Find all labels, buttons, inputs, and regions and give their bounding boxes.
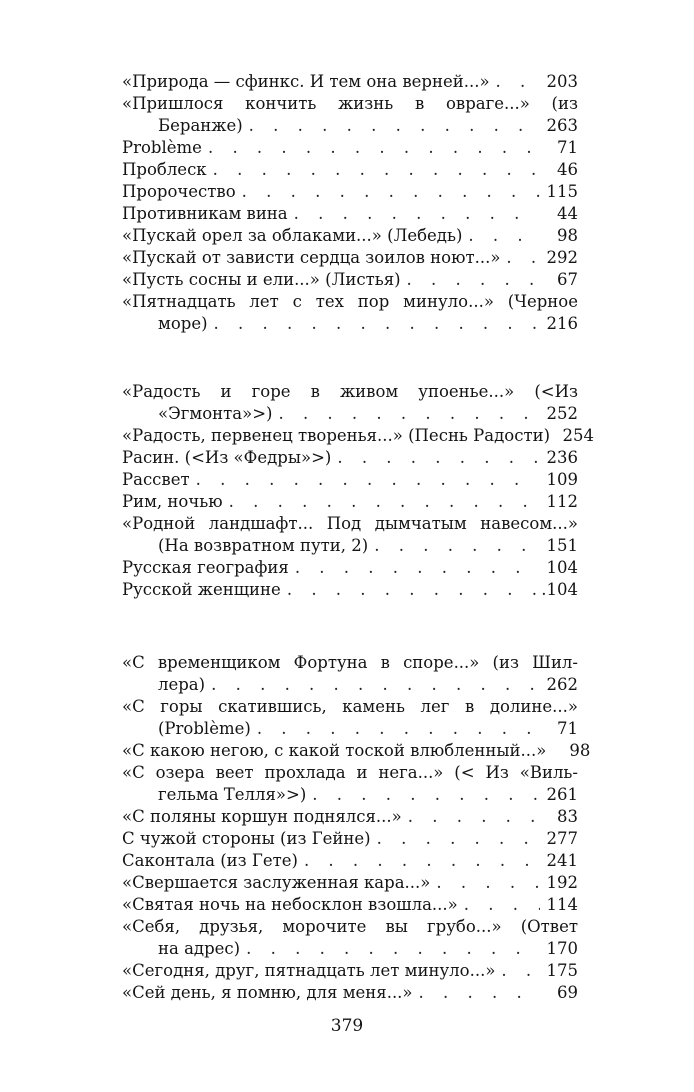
entry-continuation-line (122, 938, 578, 960)
entry-title: Беранже) (158, 116, 243, 135)
entry-title-line (122, 513, 578, 535)
dot-leader (408, 806, 540, 828)
entry-title-line (122, 828, 578, 850)
entry-page-number: 170 (546, 939, 578, 958)
index-entry (122, 916, 578, 960)
entry-page-number: 216 (546, 314, 578, 333)
entry-title: «Пусть сосны и ели...» (Листья) (122, 270, 401, 289)
dot-leader (278, 403, 540, 425)
entry-title-line (122, 159, 578, 181)
entry-title: «С временщиком Фортуна в споре...» (из Шил- (122, 653, 578, 672)
dot-leader (377, 828, 540, 850)
entry-title: (На возвратном пути, 2) (158, 536, 369, 555)
entry-title-line (122, 381, 578, 403)
entry-continuation-line (122, 784, 578, 806)
entry-title: «Свершается заслуженная кара...» (122, 873, 431, 892)
entry-title-line (122, 740, 591, 762)
index-entry (122, 93, 578, 137)
dot-leader (242, 181, 540, 203)
entry-title: «Пятнадцать лет с тех пор минуло...» (Черное (122, 292, 578, 311)
dot-leader (213, 159, 540, 181)
entry-page-number: 261 (546, 785, 578, 804)
index-entry (122, 291, 578, 335)
entry-title-line (122, 447, 578, 469)
index-entry (122, 762, 578, 806)
entry-title-line (122, 850, 578, 872)
entry-page-number: 262 (546, 675, 578, 694)
index-entry (122, 425, 595, 447)
entry-title: «Святая ночь на небосклон взошла...» (122, 895, 458, 914)
entry-title-line (122, 652, 578, 674)
entry-title-line (122, 425, 595, 447)
entry-title: Пророчество (122, 182, 236, 201)
dot-leader (419, 982, 540, 1004)
entry-title: С чужой стороны (из Гейне) (122, 829, 371, 848)
entry-page-number: 71 (557, 719, 578, 738)
index-entry (122, 557, 578, 579)
index-entry (122, 894, 578, 916)
entry-title: Русская география (122, 558, 289, 577)
entry-title-line (122, 181, 578, 203)
index-entry (122, 652, 578, 696)
entry-title-line (122, 982, 578, 1004)
index-entry (122, 850, 578, 872)
entry-title: (Problème) (158, 719, 251, 738)
entry-title: «Пускай от зависти сердца зоилов ноют...» (122, 248, 501, 267)
entry-page-number: 114 (546, 895, 578, 914)
index-entry (122, 982, 578, 1004)
dot-leader (407, 269, 540, 291)
entry-title: «Пускай орел за облаками...» (Лебедь) (122, 226, 463, 245)
entry-title: Саконтала (из Гете) (122, 851, 298, 870)
entry-page-number: 236 (546, 448, 578, 467)
entry-title: «С поляны коршун поднялся...» (122, 807, 402, 826)
entry-title: Проблеск (122, 160, 207, 179)
entry-title-line (122, 247, 578, 269)
dot-leader (312, 784, 540, 806)
entry-title: «С какою негою, с какой тоской влюбленный...» (122, 741, 547, 760)
entry-title: на адрес) (158, 939, 241, 958)
entry-page-number: 98 (557, 226, 578, 245)
dot-leader (496, 71, 540, 93)
entry-continuation-line (122, 115, 578, 137)
index-entry (122, 181, 578, 203)
entry-continuation-line (122, 718, 578, 740)
dot-leader (468, 225, 540, 247)
index-entry (122, 960, 578, 982)
entry-page-number: 69 (557, 983, 578, 1002)
entry-page-number: 192 (546, 873, 578, 892)
entry-page-number: 115 (546, 182, 578, 201)
entry-page-number: 292 (546, 248, 578, 267)
entry-title-line (122, 696, 578, 718)
dot-leader (464, 894, 540, 916)
dot-leader (374, 535, 540, 557)
entry-page-number: 104 (546, 558, 578, 577)
entry-title-line (122, 469, 578, 491)
entry-title: Русской женщине (122, 580, 281, 599)
entry-title: «Радость, первенец творенья...» (Песнь Радости) (122, 426, 551, 445)
entry-page-number: 112 (546, 492, 578, 511)
entry-page-number: 241 (546, 851, 578, 870)
dot-leader (501, 960, 540, 982)
entry-title-line (122, 806, 578, 828)
entry-title-line (122, 557, 578, 579)
index-entry (122, 137, 578, 159)
entry-title: Problème (122, 138, 202, 157)
index-entry (122, 71, 578, 93)
dot-leader (229, 491, 540, 513)
page-number: 379 (330, 1016, 364, 1036)
entry-title-line (122, 137, 578, 159)
entry-page-number: 254 (562, 426, 595, 445)
index-entry (122, 828, 578, 850)
entry-title: «С горы скатившись, камень лег в долине...» (122, 697, 578, 716)
index-group-s (122, 652, 591, 1004)
entry-title-line (122, 960, 578, 982)
entry-title-line (122, 225, 578, 247)
entry-title: «Радость и горе в живом упоенье...» (<Из (122, 382, 578, 401)
index-entry (122, 447, 578, 469)
index-entry (122, 872, 578, 894)
index-entry (122, 740, 591, 762)
entry-page-number: 277 (546, 829, 578, 848)
entry-continuation-line (122, 403, 578, 425)
index-entry (122, 247, 578, 269)
entry-title: Рассвет (122, 470, 190, 489)
entry-page-number: 44 (557, 204, 578, 223)
index-entry (122, 579, 578, 601)
entry-page-number: 71 (557, 138, 578, 157)
entry-title-line (122, 93, 578, 115)
entry-title-line (122, 579, 578, 601)
entry-title-line (122, 894, 578, 916)
entry-page-number: 109 (546, 470, 578, 489)
entry-title: «Природа — сфинкс. И тем она верней...» (122, 72, 490, 91)
index-entry (122, 491, 578, 513)
entry-page-number: 67 (557, 270, 578, 289)
entry-page-number: 151 (546, 536, 578, 555)
entry-page-number: 98 (569, 741, 591, 760)
entry-title-line (122, 203, 578, 225)
dot-leader (304, 850, 540, 872)
dot-leader (246, 938, 540, 960)
entry-title: лера) (158, 675, 206, 694)
index-group-p (122, 71, 578, 335)
index-entry (122, 269, 578, 291)
entry-page-number: 263 (546, 116, 578, 135)
entry-title: «С озера веет прохлада и нега...» (< Из «Виль- (122, 763, 578, 782)
entry-title: Расин. (<Из «Федры»>) (122, 448, 332, 467)
entry-title-line (122, 291, 578, 313)
entry-title-line (122, 762, 578, 784)
entry-title: «Сей день, я помню, для меня...» (122, 983, 413, 1002)
entry-title: море) (158, 314, 208, 333)
dot-leader (208, 137, 540, 159)
entry-page-number: 203 (546, 72, 578, 91)
entry-title-line (122, 872, 578, 894)
entry-page-number: 252 (546, 404, 578, 423)
entry-title: «Себя, друзья, морочите вы грубо...» (Ответ (122, 917, 578, 936)
dot-leader (337, 447, 540, 469)
dot-leader (287, 579, 537, 601)
index-entry (122, 381, 578, 425)
index-group-r (122, 381, 595, 601)
entry-title-line (122, 916, 578, 938)
dot-leader (196, 469, 540, 491)
entry-title-line (122, 269, 578, 291)
dot-leader (436, 872, 540, 894)
index-entry (122, 696, 578, 740)
entry-title-line (122, 71, 578, 93)
dot-leader (214, 313, 540, 335)
index-entry (122, 469, 578, 491)
entry-title: Противникам вина (122, 204, 288, 223)
index-entry (122, 806, 578, 828)
dot-leader (294, 203, 540, 225)
index-entry (122, 159, 578, 181)
entry-title: «Сегодня, друг, пятнадцать лет минуло...» (122, 961, 496, 980)
dot-leader (506, 247, 540, 269)
index-entry (122, 513, 578, 557)
dot-leader (295, 557, 540, 579)
index-entry (122, 203, 578, 225)
entry-title: гельма Телля»>) (158, 785, 307, 804)
entry-title: «Родной ландшафт... Под дымчатым навесом...» (122, 514, 578, 533)
dot-leader (249, 115, 540, 137)
entry-page-number: 83 (557, 807, 578, 826)
entry-page-number: .104 (541, 580, 578, 599)
dot-leader (211, 674, 540, 696)
entry-title: «Эгмонта»>) (158, 404, 273, 423)
entry-continuation-line (122, 313, 578, 335)
entry-continuation-line (122, 674, 578, 696)
entry-page-number: 175 (546, 961, 578, 980)
entry-title: Рим, ночью (122, 492, 223, 511)
index-entry (122, 225, 578, 247)
entry-page-number: 46 (557, 160, 578, 179)
dot-leader (257, 718, 540, 740)
entry-title: «Пришлося кончить жизнь в овраге...» (из (122, 94, 578, 113)
entry-continuation-line (122, 535, 578, 557)
entry-title-line (122, 491, 578, 513)
